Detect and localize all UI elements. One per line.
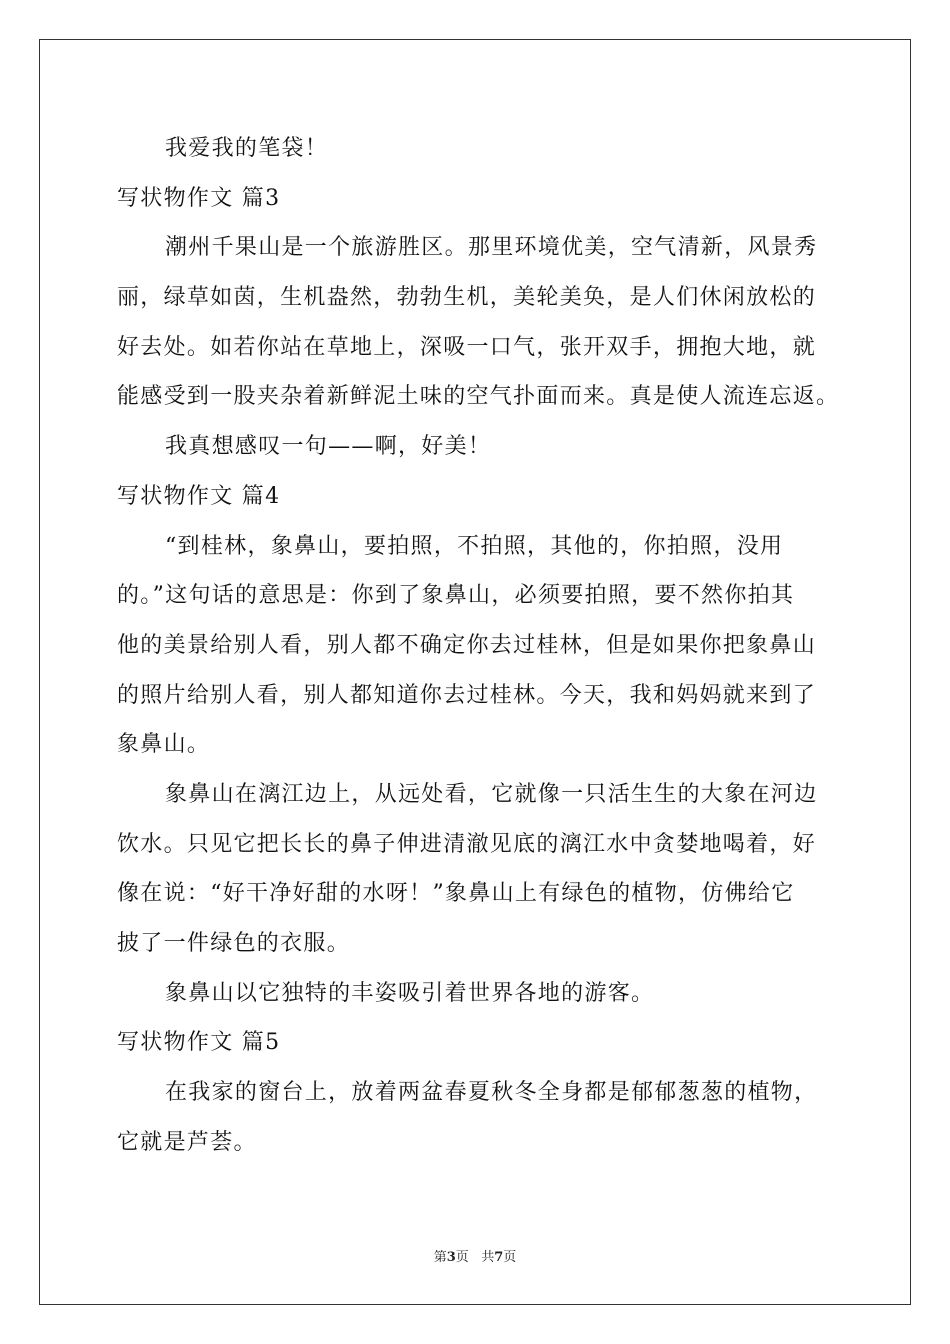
current-page-number: 3 [446,1250,456,1265]
text-line: 披了一件绿色的衣服。 [117,931,351,956]
text-line: “到桂林，象鼻山，要拍照，不拍照，其他的，你拍照，没用 [165,533,784,559]
total-page-count: 7 [494,1250,504,1265]
section-heading: 写状物作文 篇3 [117,185,281,211]
text-line: 我真想感叹一句——啊，好美！ [165,434,492,460]
text-line: 像在说：“好干净好甜的水呀！”象鼻山上有绿色的植物，仿佛给它 [117,881,795,907]
text-line: 它就是芦荟。 [117,1129,257,1155]
text-line: 饮水。只见它把长长的鼻子伸进清澈见底的漓江水中贪婪地喝着，好 [117,831,817,857]
text-line: 丽，绿草如茵，生机盎然，勃勃生机，美轮美奂，是人们休闲放松的 [117,285,817,311]
text-line: 的照片给别人看，别人都知道你去过桂林。今天，我和妈妈就来到了 [117,682,817,708]
text-line: 能感受到一股夹杂着新鲜泥土味的空气扑面而来。真是使人流连忘返。 [117,384,840,410]
page-footer [0,1246,950,1265]
page-number-suffix: 页 [455,1250,469,1265]
document-body [117,124,840,1167]
total-pages-prefix: 共 [481,1250,495,1265]
text-line: 潮州千果山是一个旅游胜区。那里环境优美，空气清新，风景秀 [165,235,818,261]
text-line: 我爱我的笔袋！ [165,136,329,161]
text-line: 在我家的窗台上，放着两盆春夏秋冬全身都是郁郁葱葱的植物， [165,1080,818,1106]
total-pages-suffix: 页 [503,1250,517,1265]
text-line: 好去处。如若你站在草地上，深吸一口气，张开双手，拥抱大地，就 [117,334,817,360]
section-heading: 写状物作文 篇5 [117,1030,281,1056]
text-line: 象鼻山在漓江边上，从远处看，它就像一只活生生的大象在河边 [165,781,818,807]
page-number-prefix: 第 [433,1250,447,1265]
text-line: 的。”这句话的意思是：你到了象鼻山，必须要拍照，要不然你拍其 [117,583,795,609]
text-line: 他的美景给别人看，别人都不确定你去过桂林，但是如果你把象鼻山 [117,632,817,658]
text-line: 象鼻山。 [117,732,211,758]
text-line: 象鼻山以它独特的丰姿吸引着世界各地的游客。 [165,980,655,1006]
section-heading: 写状物作文 篇4 [117,483,281,509]
